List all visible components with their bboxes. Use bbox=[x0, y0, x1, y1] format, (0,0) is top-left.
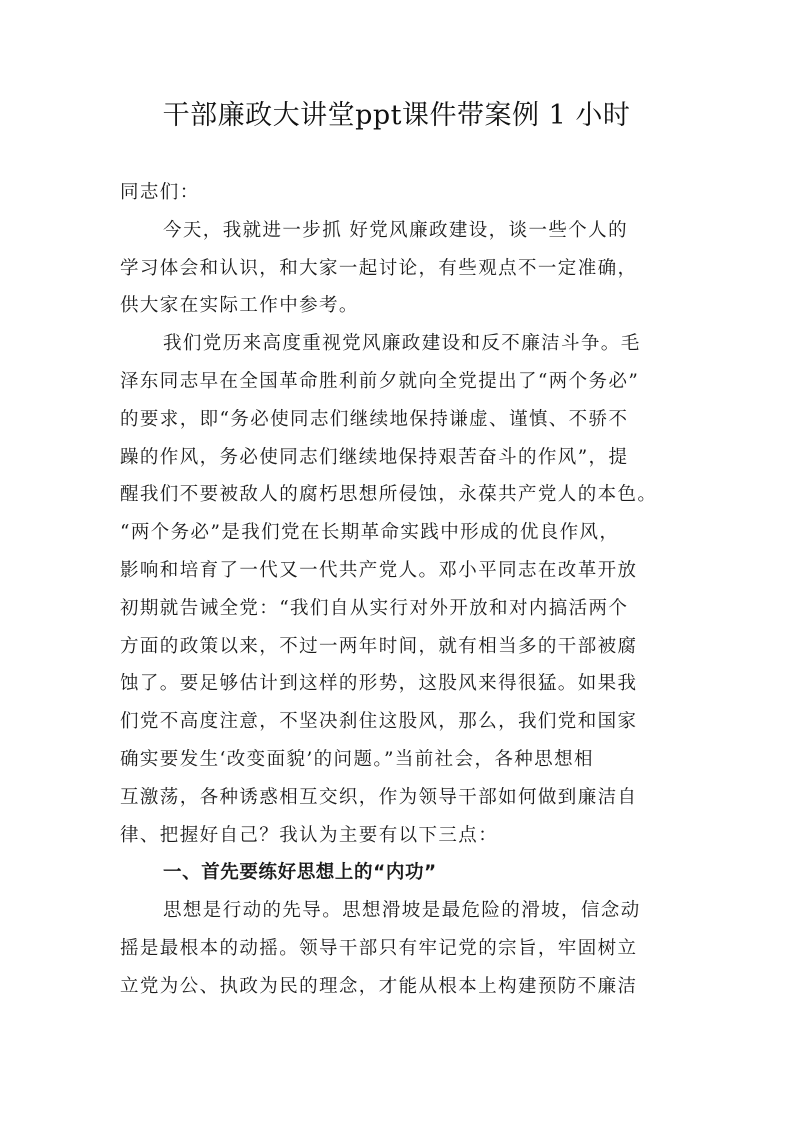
paragraph-line: 律、把握好自己？我认为主要有以下三点： bbox=[120, 824, 499, 846]
document-body bbox=[120, 174, 676, 1006]
section-heading: 一、首先要练好思想上的“内功” bbox=[163, 862, 437, 884]
paragraph-line: 醒我们不要被敌人的腐朽思想所侵蚀，永葆共产党人的本色。 bbox=[120, 484, 658, 506]
paragraph-line: 泽东同志早在全国革命胜利前夕就向全党提出了“两个务必” bbox=[120, 370, 640, 392]
document-title: 干部廉政大讲堂ppt课件带案例 1 小时 bbox=[162, 100, 631, 131]
paragraph-line: 思想是行动的先导。思想滑坡是最危险的滑坡，信念动 bbox=[163, 900, 641, 922]
paragraph-line: 蚀了。要足够估计到这样的形势，这股风来得很猛。如果我 bbox=[120, 673, 638, 695]
paragraph-line: 供大家在实际工作中参考。 bbox=[120, 295, 359, 317]
paragraph-line: 方面的政策以来，不过一两年时间，就有相当多的干部被腐 bbox=[120, 635, 638, 657]
salutation: 同志们： bbox=[120, 182, 200, 203]
paragraph-line: “两个务必”是我们党在长期革命实践中形成的优良作风， bbox=[120, 522, 620, 544]
paragraph-line: 确实要发生‘改变面貌’的问题。”当前社会，各种思想相 bbox=[120, 748, 594, 770]
paragraph-line: 我们党历来高度重视党风廉政建设和反不廉洁斗争。毛 bbox=[163, 333, 641, 355]
paragraph-line: 躁的作风，务必使同志们继续地保持艰苦奋斗的作风”，提 bbox=[120, 446, 629, 468]
paragraph-line: 互激荡，各种诱惑相互交织，作为领导干部如何做到廉洁自 bbox=[120, 786, 638, 808]
paragraph-line: 今天，我就进一步抓 好党风廉政建设，谈一些个人的 bbox=[163, 219, 628, 241]
paragraph-line: 的要求，即“务必使同志们继续地保持谦虚、谨慎、不骄不 bbox=[120, 408, 629, 430]
paragraph-line: 初期就告诫全党：“我们自从实行对外开放和对内搞活两个 bbox=[120, 597, 629, 619]
paragraph-line: 学习体会和认识，和大家一起讨论，有些观点不一定准确， bbox=[120, 257, 638, 279]
paragraph-line: 们党不高度注意，不坚决刹住这股风，那么，我们党和国家 bbox=[120, 711, 638, 733]
paragraph-line: 立党为公、执政为民的理念，才能从根本上构建预防不廉洁 bbox=[120, 975, 638, 997]
paragraph-line: 影响和培育了一代又一代共产党人。邓小平同志在改革开放 bbox=[120, 559, 638, 581]
paragraph-line: 摇是最根本的动摇。领导干部只有牢记党的宗旨，牢固树立 bbox=[120, 937, 638, 959]
